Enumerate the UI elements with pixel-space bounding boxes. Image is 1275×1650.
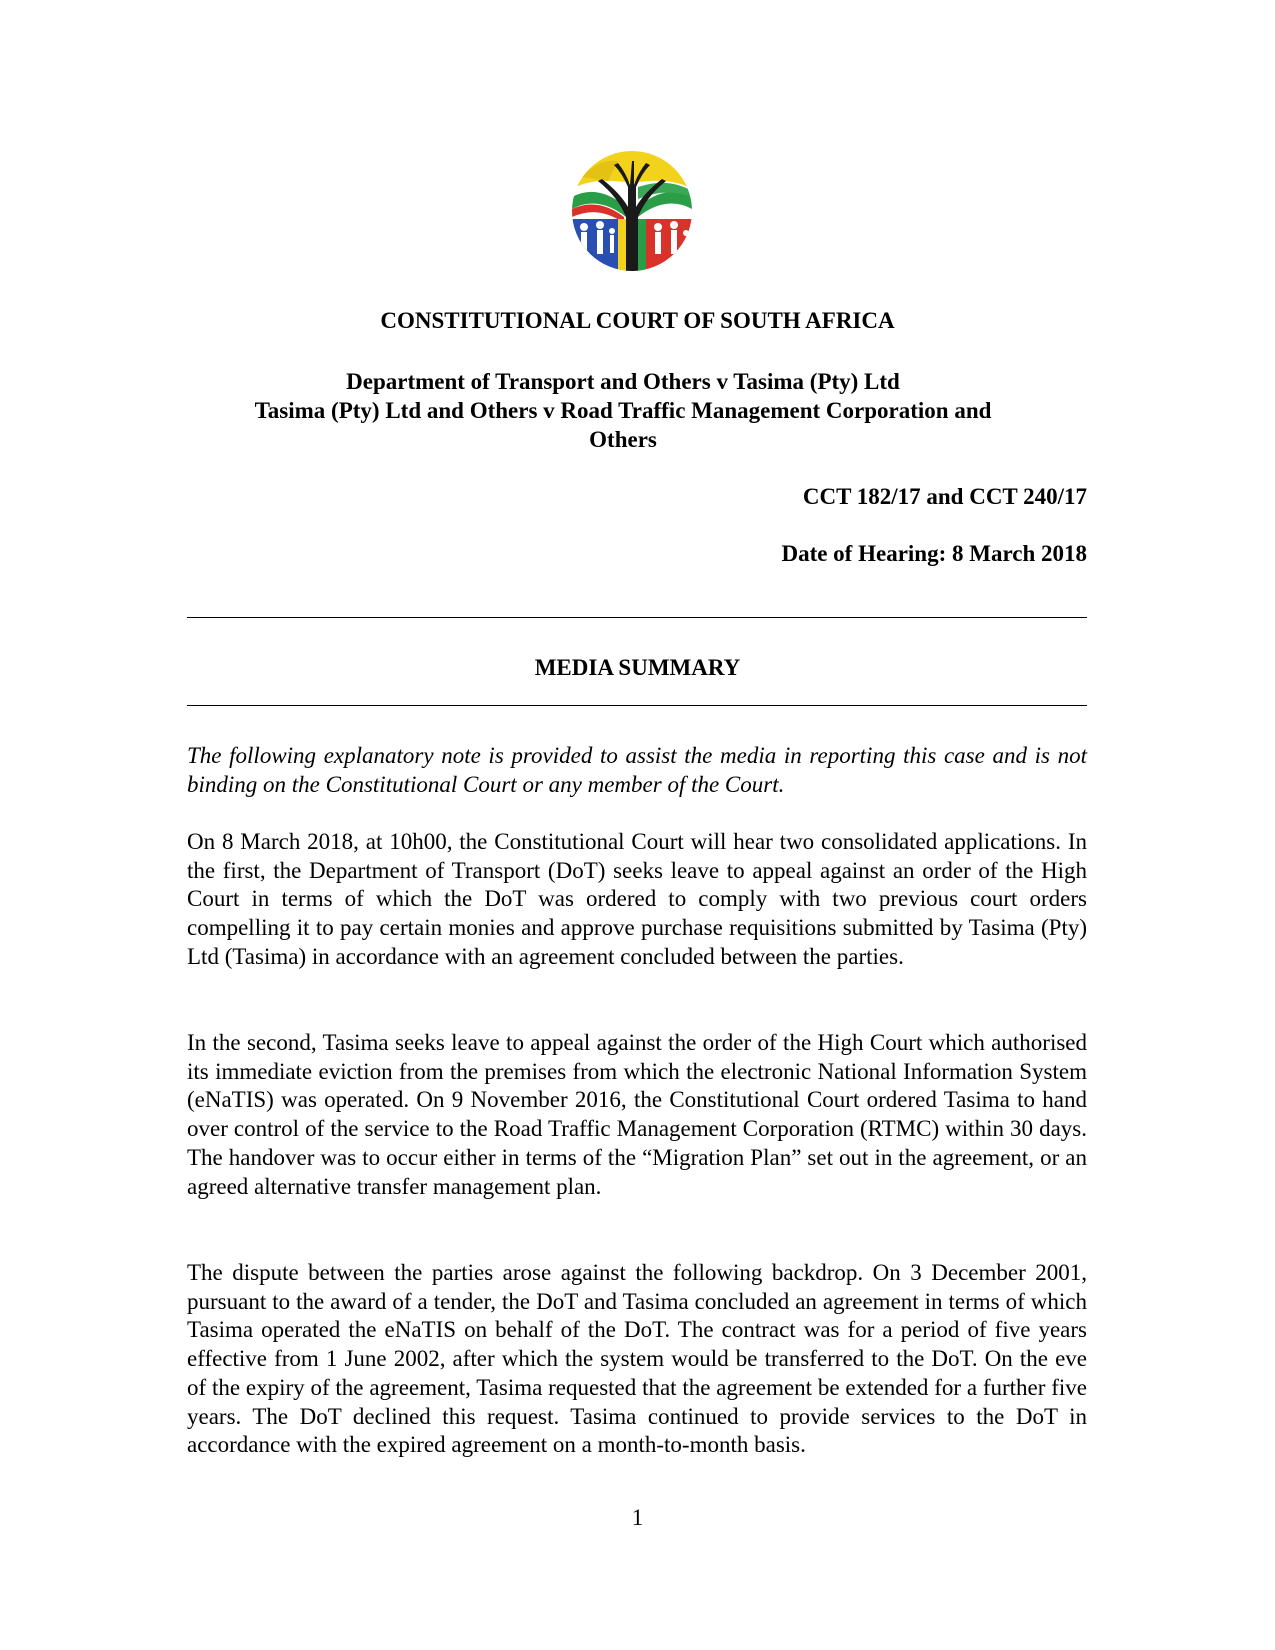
case-title-line: Department of Transport and Others v Tasima (Pty) Ltd bbox=[346, 369, 900, 394]
case-title bbox=[200, 367, 1046, 454]
body-paragraph: The dispute between the parties arose against the following backdrop. On 3 December 2001, pursuant to the award of a tender, the DoT and Tasima concluded an agreement in terms of which Tasima operated the eNaTIS on behalf of the DoT. The contract was for a period of five years effective from 1 June 2002, after which the system would be transferred to the DoT. On the eve of the expiry of the agreement, Tasima requested that the agreement be extended for a further five years. The DoT declined this request. Tasima continued to provide services to the DoT in accordance with the expired agreement on a month-to-month basis. bbox=[187, 1260, 1087, 1458]
hearing-date: Date of Hearing: 8 March 2018 bbox=[781, 541, 1087, 566]
divider-line bbox=[187, 705, 1087, 706]
page-number: 1 bbox=[631, 1505, 644, 1530]
court-name: CONSTITUTIONAL COURT OF SOUTH AFRICA bbox=[380, 308, 895, 333]
case-number: CCT 182/17 and CCT 240/17 bbox=[802, 484, 1087, 509]
constitutional-court-tree-logo-icon bbox=[568, 147, 696, 275]
body-paragraph: On 8 March 2018, at 10h00, the Constitutional Court will hear two consolidated applications. In the first, the Department of Transport (DoT) seeks leave to appeal against an order of the High Court in terms of which the DoT was ordered to comply with two previous court orders compelling it to pay certain monies and approve purchase requisitions submitted by Tasima (Pty) Ltd (Tasima) in accordance with an agreement concluded between the parties. bbox=[187, 829, 1087, 969]
divider-line bbox=[187, 617, 1087, 618]
case-title-line: Tasima (Pty) Ltd and Others v Road Traffic Management Corporation and bbox=[254, 398, 992, 423]
section-title: MEDIA SUMMARY bbox=[534, 655, 741, 680]
body-paragraph: In the second, Tasima seeks leave to appeal against the order of the High Court which authorised its immediate eviction from the premises from which the electronic National Information System (eNaTIS) was operated. On 9 November 2016, the Constitutional Court ordered Tasima to hand over control of the service to the Road Traffic Management Corporation (RTMC) within 30 days. The handover was to occur either in terms of the “Migration Plan” set out in the agreement, or an agreed alternative transfer management plan. bbox=[187, 1030, 1087, 1199]
explanatory-note: The following explanatory note is provided to assist the media in reporting this case and is not binding on the Constitutional Court or any member of the Court. bbox=[187, 743, 1087, 797]
case-title-line: Others bbox=[589, 427, 657, 452]
